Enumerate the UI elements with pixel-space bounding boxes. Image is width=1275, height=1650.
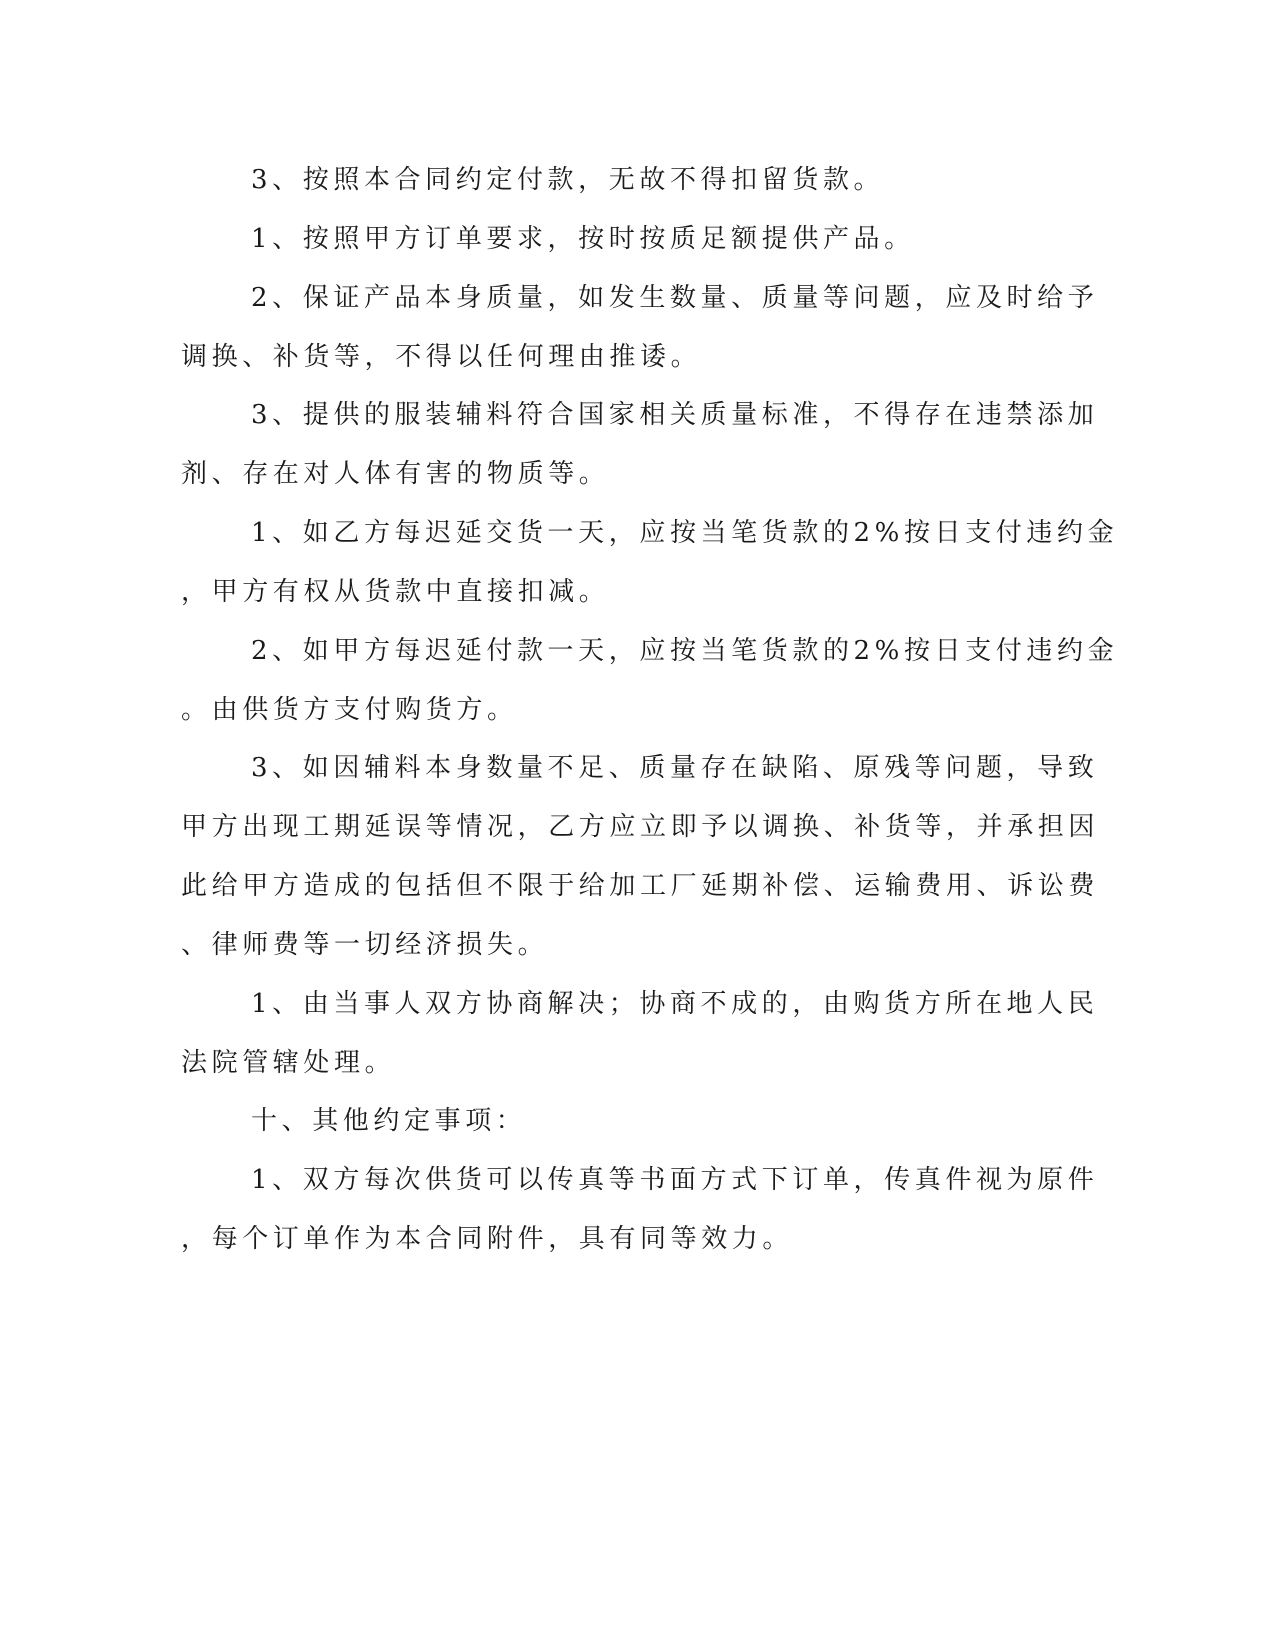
paragraph-line: 1、如乙方每迟延交货一天，应按当笔货款的2%按日支付违约金 [251,518,1119,548]
paragraph-line: 2、如甲方每迟延付款一天，应按当笔货款的2%按日支付违约金 [251,636,1119,666]
paragraph-line: 3、提供的服装辅料符合国家相关质量标准，不得存在违禁添加 [251,400,1099,430]
paragraph-line: 甲方出现工期延误等情况，乙方应立即予以调换、补货等，并承担因 [181,812,1100,842]
paragraph-line: 、律师费等一切经济损失。 [181,930,549,960]
paragraph-line: ，甲方有权从货款中直接扣减。 [181,577,610,607]
paragraph-line: 调换、补货等，不得以任何理由推诿。 [181,342,702,372]
section-heading: 十、其他约定事项： [251,1106,527,1136]
paragraph-line: 1、按照甲方订单要求，按时按质足额提供产品。 [251,224,915,254]
paragraph-line: 此给甲方造成的包括但不限于给加工厂延期补偿、运输费用、诉讼费 [181,871,1100,901]
paragraph-line: 。由供货方支付购货方。 [181,695,518,725]
paragraph-line: ，每个订单作为本合同附件，具有同等效力。 [181,1224,794,1254]
paragraph-line: 法院管辖处理。 [181,1048,396,1078]
paragraph-line: 1、由当事人双方协商解决；协商不成的，由购货方所在地人民 [251,989,1099,1019]
paragraph-line: 剂、存在对人体有害的物质等。 [181,459,610,489]
paragraph-line: 2、保证产品本身质量，如发生数量、质量等问题，应及时给予 [251,283,1099,313]
paragraph-line: 1、双方每次供货可以传真等书面方式下订单，传真件视为原件 [251,1165,1099,1195]
paragraph-line: 3、如因辅料本身数量不足、质量存在缺陷、原残等问题，导致 [251,753,1099,783]
paragraph-line: 3、按照本合同约定付款，无故不得扣留货款。 [251,165,885,195]
